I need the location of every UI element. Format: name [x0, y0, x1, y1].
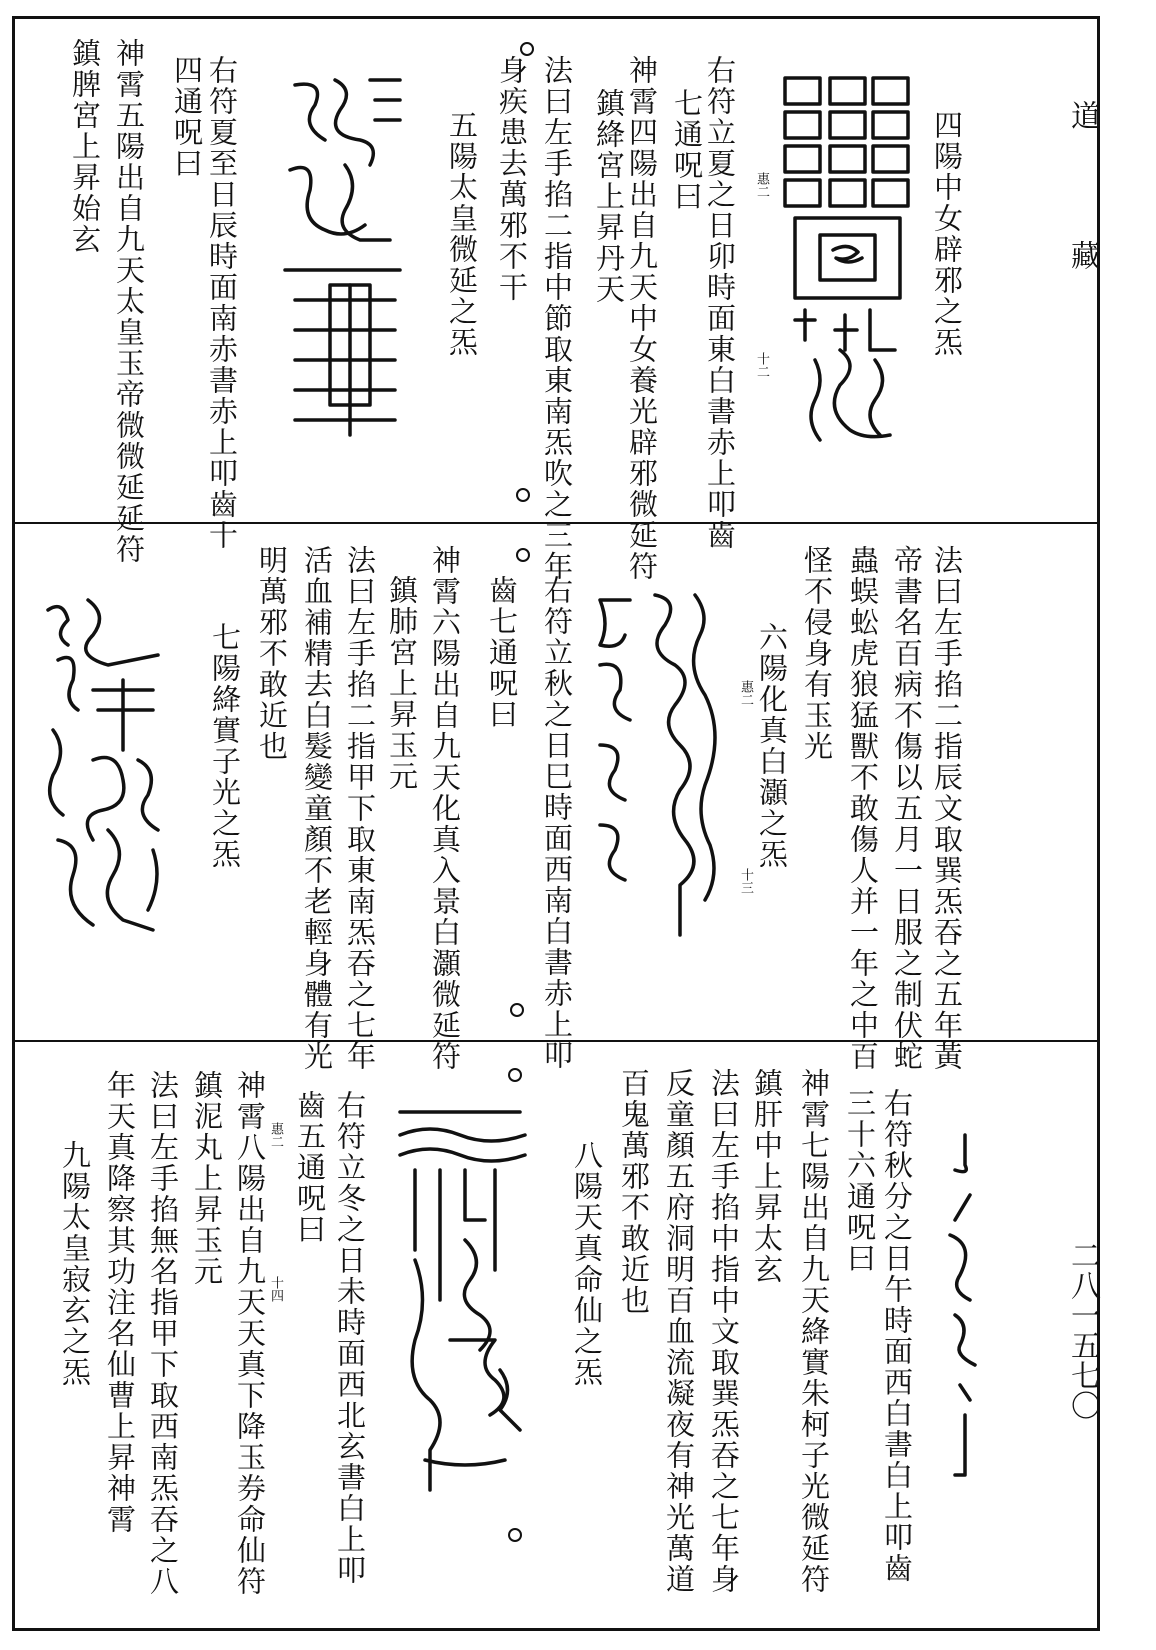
- text-column: 三十六通呪曰: [843, 1088, 877, 1274]
- talisman-seven-yang: [38, 590, 178, 950]
- circle-mark: [516, 548, 530, 562]
- text-column: 五陽太皇微延之炁: [445, 110, 479, 358]
- text-column: 七通呪曰: [670, 88, 704, 212]
- annotation-note: 十三: [738, 868, 753, 894]
- text-column: 四陽中女辟邪之炁: [930, 110, 964, 358]
- text-column: 右符夏至日辰時面南赤書赤上叩齒十: [205, 55, 239, 551]
- text-column: 八陽天真命仙之炁: [570, 1140, 604, 1388]
- talisman-eight-yang: [395, 1100, 535, 1500]
- circle-mark: [520, 42, 534, 56]
- circle-mark: [508, 1528, 522, 1542]
- circle-mark: [508, 1068, 522, 1082]
- text-column: 四通呪曰: [170, 55, 204, 179]
- text-column: 神霄七陽出自九天絳實朱柯子光微延符: [797, 1068, 831, 1595]
- annotation-note: 惠二: [268, 1122, 283, 1148]
- text-column: 神霄五陽出自九天太皇玉帝微微延延符: [112, 38, 146, 565]
- talisman-six-yang: [585, 585, 725, 965]
- text-column: 右符立夏之日卯時面東白書赤上叩齒: [703, 55, 737, 551]
- text-column: 法曰左手掐二指辰文取巽炁吞之五年黃: [930, 545, 964, 1072]
- talisman-four-yang: [775, 70, 915, 470]
- circle-mark: [516, 488, 530, 502]
- text-column: 齒五通呪曰: [293, 1090, 327, 1245]
- text-column: 七陽絳實子光之炁: [208, 622, 242, 870]
- talisman-flowing-strokes: [935, 1125, 985, 1485]
- text-column: 鎮肺宮上昇玉元: [385, 575, 419, 792]
- text-column: 法曰左手掐無名指甲下取西南炁吞之八: [146, 1070, 180, 1597]
- text-column: 帝書名百病不傷以五月一日服之制伏蛇: [890, 545, 924, 1072]
- text-column: 蟲蜈蚣虎狼猛獸不敢傷人并一年之中百: [846, 545, 880, 1072]
- text-column: 反童顏五府洞明百血流凝夜有神光萬道: [662, 1068, 696, 1595]
- text-column: 怪不侵身有玉光: [800, 545, 834, 762]
- text-column: 神霄八陽出自九天天真下降玉券命仙符: [233, 1070, 267, 1597]
- text-column: 百鬼萬邪不敢近也: [617, 1068, 651, 1316]
- text-column: 右符秋分之日午時面西白書白上叩齒: [880, 1088, 914, 1584]
- annotation-note: 十四: [268, 1276, 283, 1302]
- text-column: 九陽太皇寂玄之炁: [58, 1140, 92, 1388]
- text-column: 鎮泥丸上昇玉元: [190, 1070, 224, 1287]
- text-column: 鎮肝中上昇太玄: [750, 1068, 784, 1285]
- text-column: 鎮絳宮上昇丹天: [592, 88, 626, 305]
- text-column: 法曰左手掐二指中節取東南炁吹之三年: [540, 55, 574, 582]
- text-column: 神霄六陽出自九天化真入景白灝微延符: [428, 545, 462, 1072]
- text-column: 明萬邪不敢近也: [255, 545, 289, 762]
- annotation-note: 惠二: [754, 172, 769, 198]
- text-column: 六陽化真白灝之炁: [755, 622, 789, 870]
- text-column: 年天真降察其功注名仙曹上昇神霄: [103, 1070, 137, 1535]
- circle-mark: [510, 1003, 524, 1017]
- text-column: 鎮脾宮上昇始玄: [68, 38, 102, 255]
- text-column: 齒七通呪曰: [485, 575, 519, 730]
- page-number: 二八一五七〇: [1065, 1240, 1100, 1420]
- text-column: 右符立冬之日未時面西北玄書白上叩: [333, 1090, 367, 1586]
- collection-title-dao: 道: [1065, 100, 1100, 130]
- text-column: 活血補精去白髮變童顏不老輕身體有光: [300, 545, 334, 1072]
- annotation-note: 十二: [754, 352, 769, 378]
- text-column: 右符立秋之日巳時面西南白書赤上叩: [540, 575, 574, 1071]
- text-column: 法曰左手掐二指甲下取東南炁吞之七年: [343, 545, 377, 1072]
- talisman-five-yang: [275, 70, 415, 450]
- annotation-note: 惠二: [738, 680, 753, 706]
- collection-title-zang: 藏: [1065, 240, 1100, 270]
- text-column: 法曰左手掐中指中文取巽炁吞之七年身: [707, 1068, 741, 1595]
- text-column: 身疾患去萬邪不干: [495, 55, 529, 303]
- text-column: 神霄四陽出自九天中女養光辟邪微延符: [625, 55, 659, 582]
